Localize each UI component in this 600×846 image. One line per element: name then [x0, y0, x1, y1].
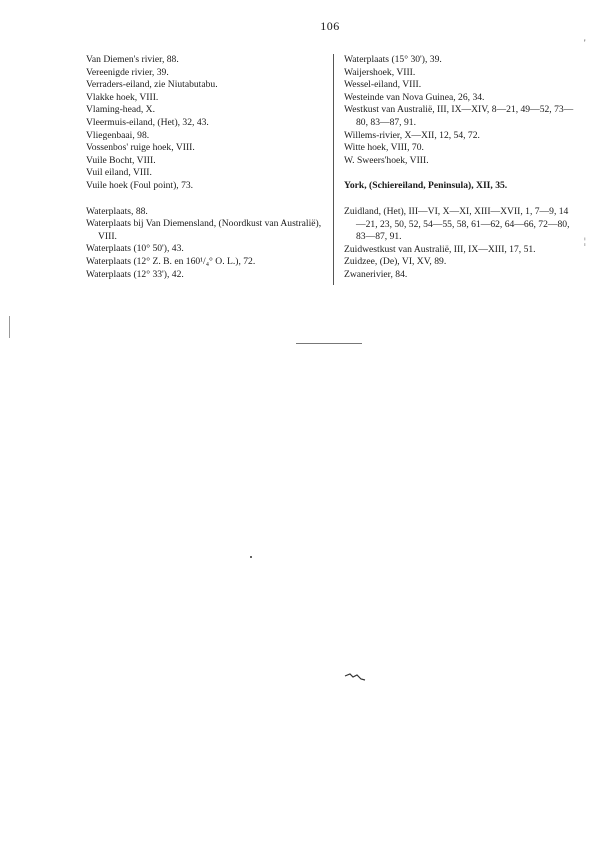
index-entry: W. Sweers'hoek, VIII.: [344, 154, 429, 166]
index-entry: Zwanerivier, 84.: [344, 268, 408, 280]
scan-edge-mark: [9, 316, 10, 338]
index-entry: Vossenbos' ruige hoek, VIII.: [86, 142, 195, 154]
index-entry: Van Diemen's rivier, 88.: [86, 54, 179, 65]
index-entry: Waterplaats (15° 30'), 39.: [344, 54, 442, 65]
index-column-left: [86, 54, 326, 281]
ink-blot-icon: [344, 672, 366, 682]
index-entry: Zuidland, (Het), III—VI, X—XI, XIII—XVII, 1, 7—9, 14—21, 23, 50, 52, 54—55, 58, 61—62, 64—66, 72—80, 83—87, 91.: [344, 205, 570, 243]
index-entry: Zuidwestkust van Australië, III, IX—XIII, 17, 51.: [344, 243, 536, 255]
index-entry: Witte hoek, VIII, 70.: [344, 142, 424, 154]
group-spacer: [344, 167, 576, 180]
index-group-y: [344, 180, 576, 193]
index-column-right: [344, 54, 576, 282]
index-entry: Waterplaats (12° Z. B. en 160¹/₄° O. L.), 72.: [86, 255, 256, 267]
index-group-w: [344, 54, 576, 167]
index-group-waterplaats: [86, 206, 326, 282]
index-entry: Waterplaats, 88.: [86, 205, 148, 217]
index-entry: Verraders-eiland, zie Niutabutabu.: [86, 79, 218, 91]
page-number: 106: [320, 19, 340, 33]
index-entry: Waijershoek, VIII.: [344, 66, 416, 78]
group-spacer: [344, 193, 576, 206]
index-entry: Vleermuis-eiland, (Het), 32, 43.: [86, 116, 209, 128]
group-spacer: [86, 193, 326, 206]
index-entry: Westkust van Australië, III, IX—XIV, 8—21, 49—52, 73—80, 83—87, 91.: [344, 104, 574, 128]
index-entry: Zuidzee, (De), VI, XV, 89.: [344, 256, 447, 268]
index-entry: Vlaming-head, X.: [86, 104, 156, 116]
edge-mark: ': [584, 38, 586, 48]
index-entry: Westeinde van Nova Guinea, 26, 34.: [344, 91, 485, 103]
end-rule: [296, 343, 362, 344]
column-divider: [333, 54, 334, 285]
index-entry: Vuile hoek (Foul point), 73.: [86, 179, 194, 191]
index-entry: Vereenigde rivier, 39.: [86, 66, 169, 78]
index-entry: Vliegenbaai, 98.: [86, 129, 150, 141]
scan-speck: [250, 556, 252, 558]
index-entry: Wessel-eiland, VIII.: [344, 79, 422, 91]
index-entry: Vuile Bocht, VIII.: [86, 154, 156, 166]
index-group-v: [86, 54, 326, 193]
index-entry: Vuil eiland, VIII.: [86, 167, 152, 179]
edge-mark: ¦: [584, 236, 586, 246]
index-entry-bold: York, (Schiereiland, Peninsula), XII, 35.: [344, 180, 508, 192]
index-group-z: [344, 206, 576, 282]
index-entry: Waterplaats bij Van Diemensland, (Noordkust van Australië), VIII.: [86, 218, 322, 242]
index-entry: Willems-rivier, X—XII, 12, 54, 72.: [344, 129, 480, 141]
index-entry: Waterplaats (10° 50'), 43.: [86, 243, 184, 255]
index-entry: Vlakke hoek, VIII.: [86, 91, 159, 103]
index-entry: Waterplaats (12° 33'), 42.: [86, 268, 184, 280]
